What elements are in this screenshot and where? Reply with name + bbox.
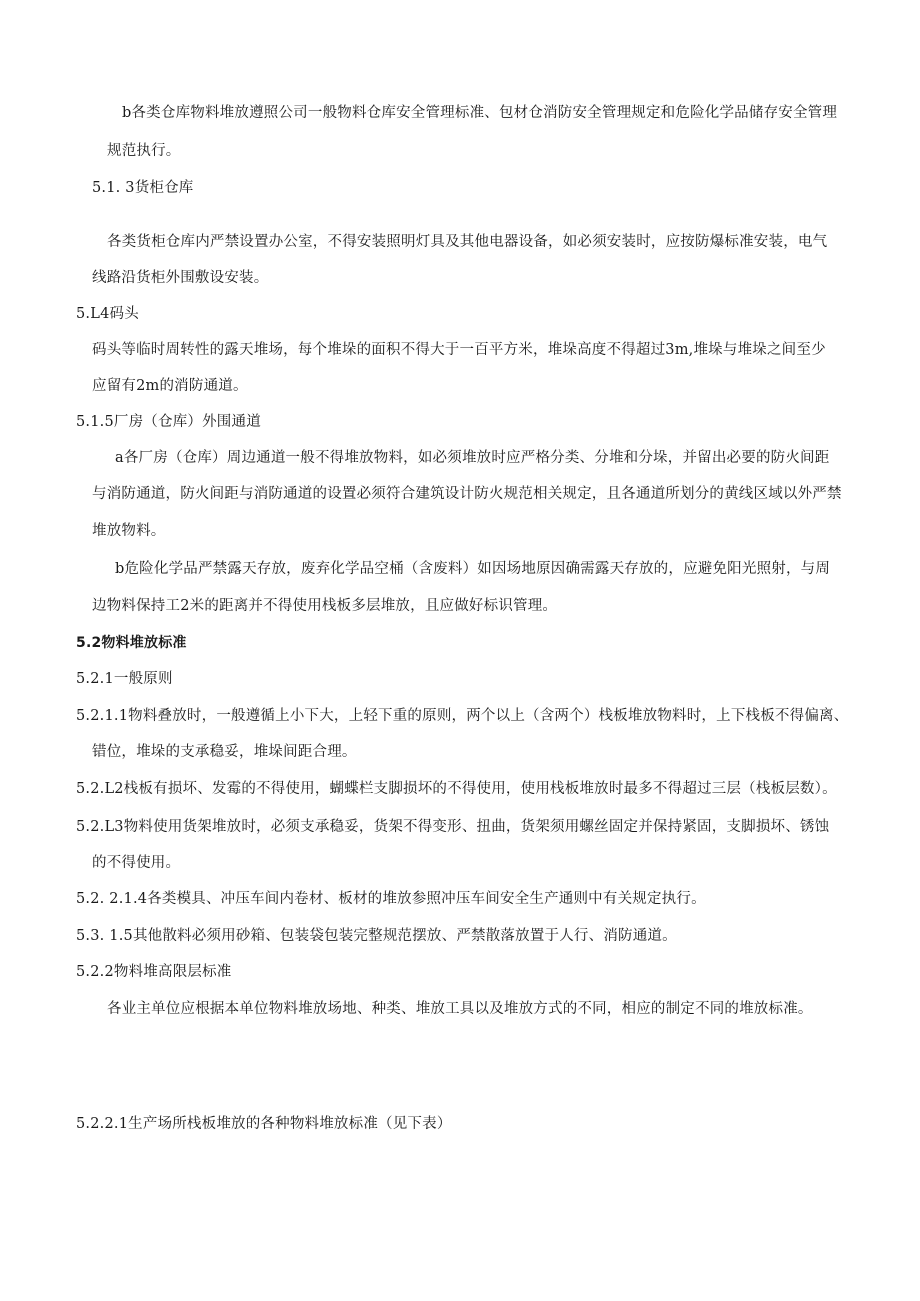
paragraph-line: a各厂房（仓库）周边通道一般不得堆放物料，如必须堆放时应严格分类、分堆和分垛，并留出必要的防火间距 bbox=[115, 450, 830, 466]
paragraph-line: 与消防通道，防火间距与消防通道的设置必须符合建筑设计防火规范相关规定，且各通道所划分的黄线区域以外严禁 bbox=[92, 486, 842, 502]
paragraph-line: 5.2.L3物料使用货架堆放时，必须支承稳妥，货架不得变形、扭曲，货架须用螺丝固定并保持紧固，支脚损坏、锈蚀 bbox=[76, 819, 830, 835]
section-heading: 5.2.2物料堆高限层标准 bbox=[76, 964, 232, 980]
paragraph-line: 5.2.L2栈板有损坏、发霉的不得使用，蝴蝶栏支脚损坏的不得使用，使用栈板堆放时最多不得超过三层（栈板层数）。 bbox=[76, 781, 837, 797]
paragraph-line: 边物料保持工2米的距离并不得使用栈板多层堆放，且应做好标识管理。 bbox=[92, 598, 558, 614]
paragraph-line: 规范执行。 bbox=[107, 143, 181, 159]
section-heading: 5.1.5厂房（仓库）外围通道 bbox=[76, 414, 261, 430]
section-heading: 5.1. 3货柜仓库 bbox=[92, 180, 194, 196]
paragraph-line: 5.3. 1.5其他散料必须用砂箱、包装袋包装完整规范摆放、严禁散落放置于人行、消防通道。 bbox=[76, 928, 677, 944]
paragraph-line: 线路沿货柜外围敷设安装。 bbox=[92, 270, 269, 286]
section-heading: 5.2.1一般原则 bbox=[76, 671, 173, 687]
paragraph-line: 各业主单位应根据本单位物料堆放场地、种类、堆放工具以及堆放方式的不同，相应的制定不同的堆放标准。 bbox=[107, 1001, 813, 1017]
paragraph-line: 应留有2m的消防通道。 bbox=[92, 378, 248, 394]
paragraph-line: b危险化学品严禁露天存放，废弃化学品空桶（含废料）如因场地原因确需露天存放的，应避免阳光照射，与周 bbox=[115, 561, 831, 577]
paragraph-line: 各类货柜仓库内严禁设置办公室，不得安装照明灯具及其他电器设备，如必须安装时，应按防爆标准安装，电气 bbox=[107, 234, 828, 250]
paragraph-line: 5.2. 2.1.4各类模具、冲压车间内卷材、板材的堆放参照冲压车间安全生产通则中有关规定执行。 bbox=[76, 891, 706, 907]
section-heading: 5.2.2.1生产场所栈板堆放的各种物料堆放标准（见下表） bbox=[76, 1116, 452, 1132]
section-heading-bold: 5.2物料堆放标准 bbox=[76, 635, 187, 651]
paragraph-line: 错位，堆垛的支承稳妥，堆垛间距合理。 bbox=[92, 744, 357, 760]
paragraph-line: 的不得使用。 bbox=[92, 855, 181, 871]
paragraph-line: 5.2.1.1物料叠放时，一般遵循上小下大，上轻下重的原则，两个以上（含两个）栈板堆放物料时，上下栈板不得偏离、 bbox=[76, 708, 849, 724]
paragraph-line: 码头等临时周转性的露天堆场，每个堆垛的面积不得大于一百平方米，堆垛高度不得超过3m,堆垛与堆垛之间至少 bbox=[92, 342, 826, 358]
section-heading: 5.L4码头 bbox=[76, 306, 139, 322]
paragraph-line: b各类仓库物料堆放遵照公司一般物料仓库安全管理标准、包材仓消防安全管理规定和危险化学品储存安全管理 bbox=[122, 105, 838, 121]
paragraph-line: 堆放物料。 bbox=[92, 523, 166, 539]
